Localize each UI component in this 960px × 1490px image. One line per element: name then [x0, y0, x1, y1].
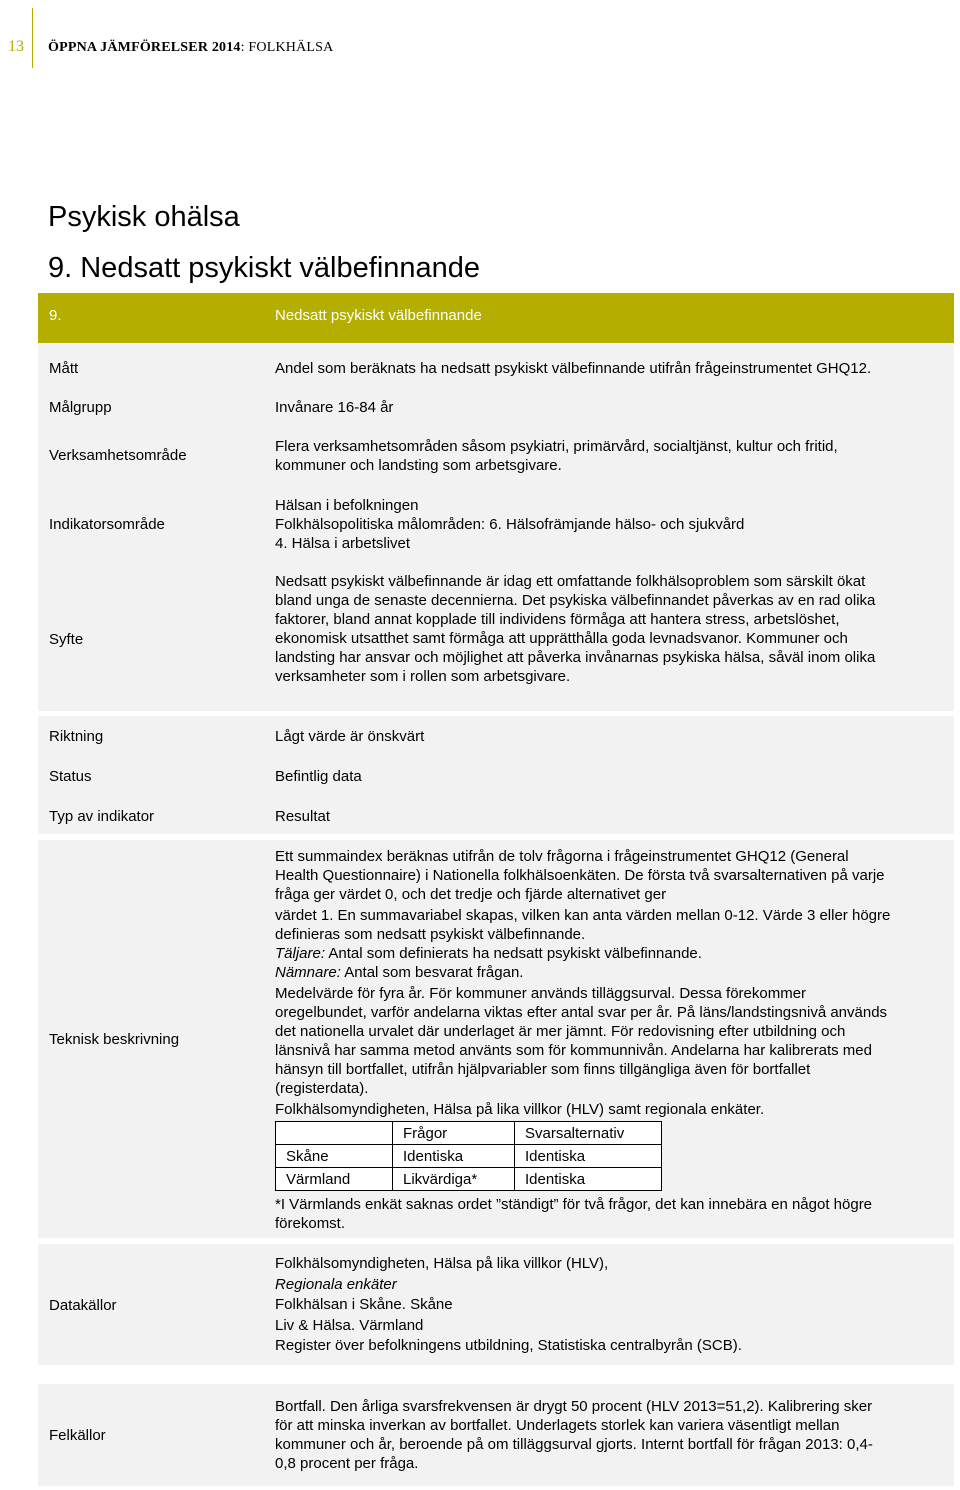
row-value: Resultat: [275, 808, 331, 825]
section-technical: [38, 840, 954, 1238]
running-header-rest: : FOLKHÄLSA: [240, 40, 334, 55]
taljare-text: Antal som definierats ha nedsatt psykiskt välbefinnande.: [325, 945, 702, 962]
text-line: Nedsatt psykiskt välbefinnande är idag ett omfattande folkhälsoproblem som särskilt ökat: [275, 573, 866, 590]
text-line: verksamheter som i rollen som arbetsgivare.: [275, 668, 571, 685]
row-value: [275, 1397, 945, 1473]
row-value: Lågt värde är önskvärt: [275, 728, 425, 745]
row-label: Teknisk beskrivning: [49, 1031, 180, 1048]
row-label: Indikatorsområde: [49, 516, 165, 533]
table-cell: Värmland: [276, 1168, 393, 1191]
text-line: oregelbundet, varför andelarna viktas efter antal svar per år. På läns/landstingsnivå används: [275, 1004, 888, 1021]
text-line: Flera verksamhetsområden såsom psykiatri, primärvård, socialtjänst, kultur och fritid,: [275, 438, 838, 455]
table-cell: Skåne: [276, 1145, 393, 1168]
text-line: faktorer, bland annat kopplade till individens förmåga att hantera stress, arbetslöshet,: [275, 611, 840, 628]
taljare-line: [275, 944, 945, 963]
text-line: Folkhälsopolitiska målområden: 6. Hälsofrämjande hälso- och sjukvård: [275, 516, 745, 533]
row-label: Verksamhetsområde: [49, 447, 187, 464]
text-line: Liv & Hälsa. Värmland: [275, 1316, 424, 1334]
row-value: [275, 572, 945, 686]
table-cell: Likvärdiga*: [393, 1168, 515, 1191]
page-number: 13: [8, 38, 24, 55]
text-line: Register över befolkningens utbildning, Statistiska centralbyrån (SCB).: [275, 1337, 742, 1354]
table-row: [276, 1168, 662, 1191]
text-line: Health Questionnaire) i Nationella folkhälsoenkäten. De första två svarsalternativen på varje: [275, 867, 885, 884]
text-line: *I Värmlands enkät saknas ordet ”ständigt” för två frågor, det kan innebära en något högre: [275, 1196, 873, 1213]
row-label: Typ av indikator: [49, 808, 155, 825]
italic-source: Regionala enkäter: [275, 1275, 397, 1293]
text-line: [275, 1275, 945, 1296]
row-value: [275, 847, 945, 1119]
namnare-line: [275, 963, 945, 982]
footnote: [275, 1195, 945, 1233]
text-line: hänsyn till bortfallet, utifrån hjälpvariabler som finns tillgängliga även för bortfallet: [275, 1061, 811, 1078]
indicator-number: 9.: [49, 307, 62, 324]
row-value: [275, 437, 945, 475]
row-value: Invånare 16-84 år: [275, 399, 394, 416]
text-line: definieras som nedsatt psykiskt välbefinnande.: [275, 926, 586, 943]
section-felkallor: [38, 1384, 954, 1486]
text-line: Ett summaindex beräknas utifrån de tolv frågorna i frågeinstrumentet GHQ12 (General: [275, 848, 849, 865]
taljare-label: Täljare:: [275, 945, 326, 962]
text-line: Bortfall. Den årliga svarsfrekvensen är drygt 50 procent (HLV 2013=51,2). Kalibrering sker: [275, 1398, 873, 1415]
text-line: 0,8 procent per fråga.: [275, 1455, 419, 1472]
row-label: Datakällor: [49, 1297, 117, 1314]
row-label: Syfte: [49, 631, 84, 648]
text-line: förekomst.: [275, 1215, 346, 1232]
page-title: Psykisk ohälsa: [48, 201, 240, 233]
section-datakallor: [38, 1244, 954, 1365]
table-cell: Identiska: [515, 1168, 662, 1191]
row-label: Mått: [49, 360, 79, 377]
table-cell: [276, 1122, 393, 1145]
text-line: ekonomisk utsatthet samt förmåga att upprätthålla goda levnadsvanor. Kommuner och: [275, 630, 848, 647]
text-line: bland unga de senaste decennierna. Det psykiska välbefinnandet påverkas av en rad olika: [275, 592, 876, 609]
indicator-title: Nedsatt psykiskt välbefinnande: [275, 307, 482, 324]
text-line: kommuner och landsting som arbetsgivare.: [275, 457, 562, 474]
text-line: 4. Hälsa i arbetslivet: [275, 535, 411, 552]
header-divider: [32, 8, 33, 68]
row-value: [275, 496, 945, 553]
text-line: det nationella urvalet där underlaget är mer jämnt. För redovisning efter utbildning och: [275, 1023, 846, 1040]
running-header-bold: ÖPPNA JÄMFÖRELSER 2014: [48, 40, 241, 55]
text-line: (registerdata).: [275, 1080, 369, 1097]
table-row: [276, 1145, 662, 1168]
table-cell: Identiska: [393, 1145, 515, 1168]
row-label: Status: [49, 768, 92, 785]
row-value: Befintlig data: [275, 768, 362, 785]
row-value: Andel som beräknats ha nedsatt psykiskt välbefinnande utifrån frågeinstrumentet GHQ12.: [275, 360, 872, 377]
running-header: [48, 40, 333, 56]
row-value: [275, 1254, 945, 1357]
text-line: Folkhälsomyndigheten, Hälsa på lika villkor (HLV),: [275, 1255, 609, 1272]
text-line: Folkhälsomyndigheten, Hälsa på lika villkor (HLV) samt regionala enkäter.: [275, 1101, 765, 1118]
table-cell: Svarsalternativ: [515, 1122, 662, 1145]
text-line: länsnivå har samma metod använts som för kommunnivån. Andelarna har kalibrerats med: [275, 1042, 872, 1059]
table-cell: Frågor: [393, 1122, 515, 1145]
row-label: Felkällor: [49, 1427, 106, 1444]
text-line: fråga ger värdet 0, och det tredje och fjärde alternativet ger: [275, 886, 667, 903]
text-line: för att minska inverkan av bortfallet. Underlagets storlek kan variera väsentligt mellan: [275, 1417, 840, 1434]
text-line: landsting har ansvar och möjlighet att påverka invånarnas psykiska hälsa, såväl inom olika: [275, 649, 876, 666]
text-line: Folkhälsan i Skåne. Skåne: [275, 1296, 453, 1313]
row-label: Målgrupp: [49, 399, 112, 416]
row-label: Riktning: [49, 728, 104, 745]
section-classification: [38, 716, 954, 834]
namnare-text: Antal som besvarat frågan.: [340, 964, 524, 981]
namnare-label: Nämnare:: [275, 964, 341, 981]
text-line: Hälsan i befolkningen: [275, 497, 419, 514]
survey-comparison-table: [275, 1121, 662, 1191]
indicator-title-bar: [38, 293, 954, 343]
table-cell: Identiska: [515, 1145, 662, 1168]
text-line: Medelvärde för fyra år. För kommuner används tilläggsurval. Dessa förekommer: [275, 985, 807, 1002]
table-header-row: [276, 1122, 662, 1145]
page-subtitle: 9. Nedsatt psykiskt välbefinnande: [48, 252, 481, 284]
section-definition: [38, 343, 954, 711]
text-line: kommuner och år, beroende på om tilläggsurval gjorts. Internt bortfall för frågan 2013: 0,4-: [275, 1436, 873, 1453]
text-line: värdet 1. En summavariabel skapas, vilken kan anta värden mellan 0-12. Värde 3 eller högre: [275, 907, 891, 924]
